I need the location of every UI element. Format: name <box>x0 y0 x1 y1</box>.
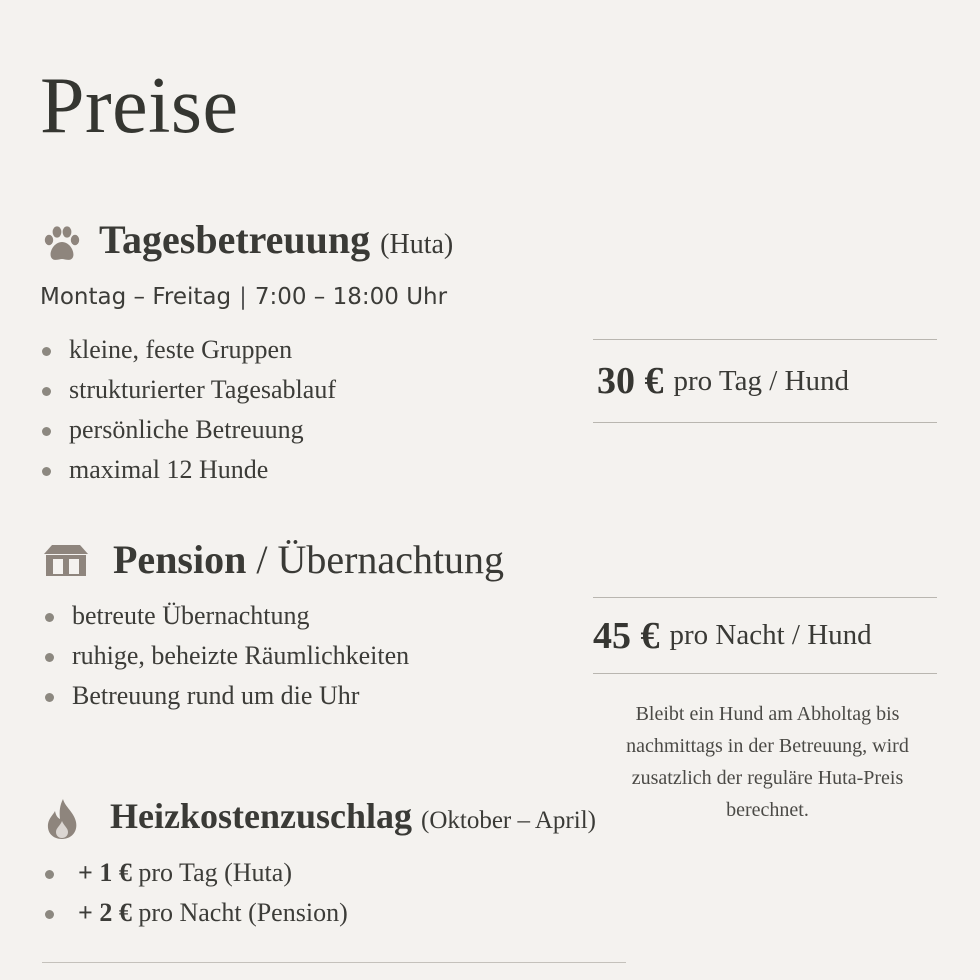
daycare-price-unit: pro Tag / Hund <box>673 364 849 397</box>
boarding-heading <box>113 537 505 582</box>
list-item: strukturierter Tagesablauf <box>39 370 336 410</box>
opening-time: 7:00 – 18:00 Uhr <box>254 284 448 310</box>
heating-heading-sub: (Oktober – April) <box>421 807 596 834</box>
list-item: betreute Übernachtung <box>42 596 409 636</box>
heating-heading-title: Heizkostenzuschlag <box>110 796 412 836</box>
heating-heading <box>110 798 596 834</box>
heating-surcharge-list <box>42 853 348 933</box>
boarding-feature-list <box>42 596 409 716</box>
list-item: ruhige, beheizte Räumlichkeiten <box>42 636 409 676</box>
hours-separator: | <box>239 284 247 310</box>
bottom-divider <box>42 962 626 963</box>
daycare-heading-sub: (Huta) <box>380 229 454 260</box>
flame-icon <box>42 797 82 841</box>
daycare-price-amount: 30 € <box>597 360 664 402</box>
daycare-heading <box>99 217 454 262</box>
list-item: persönliche Betreuung <box>39 410 336 450</box>
surcharge-amount: + 1 € <box>78 858 132 887</box>
page-title: Preise <box>40 62 239 150</box>
daycare-price-box <box>593 339 937 423</box>
list-item <box>42 893 348 933</box>
opening-days: Montag – Freitag <box>40 284 232 310</box>
list-item: kleine, feste Gruppen <box>39 330 336 370</box>
kennel-icon <box>42 542 90 578</box>
list-item <box>42 853 348 893</box>
opening-hours <box>40 284 447 310</box>
daycare-feature-list <box>39 330 336 490</box>
daycare-heading-title: Tagesbetreuung <box>99 217 371 262</box>
paw-icon <box>39 222 83 266</box>
boarding-price-box <box>593 597 937 674</box>
surcharge-text: pro Tag (Huta) <box>138 858 292 887</box>
boarding-heading-rest: / Übernachtung <box>256 537 505 582</box>
boarding-heading-title: Pension <box>113 537 247 582</box>
list-item: Betreuung rund um die Uhr <box>42 676 409 716</box>
pickup-day-note: Bleibt ein Hund am Abholtag bis nachmittags in der Betreuung, wird zusatzlich der reguläre Huta-Preis berechnet. <box>626 703 909 821</box>
surcharge-amount: + 2 € <box>78 898 132 927</box>
surcharge-text: pro Nacht (Pension) <box>138 898 348 927</box>
list-item: maximal 12 Hunde <box>39 450 336 490</box>
boarding-price-unit: pro Nacht / Hund <box>669 619 872 651</box>
boarding-price-amount: 45 € <box>593 614 660 657</box>
